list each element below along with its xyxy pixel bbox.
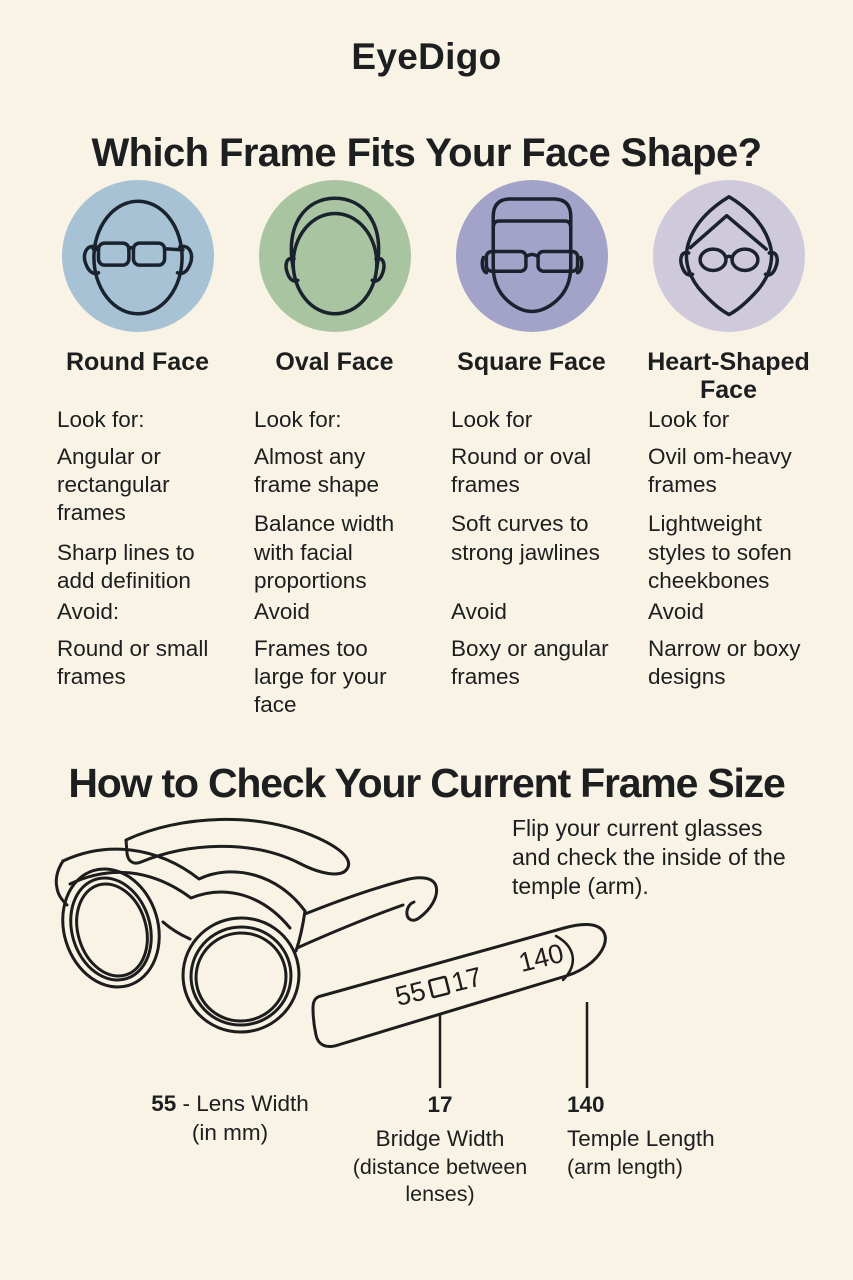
face-column-heart [624, 180, 821, 731]
look-for-item: Lightweight styles to sofen cheekbones [648, 511, 792, 593]
face-column-square [427, 180, 624, 731]
look-for-block [451, 406, 612, 598]
marking-lens-width: 55 [392, 975, 429, 1012]
marking-bridge-width: 17 [448, 961, 485, 998]
temple-length-label [567, 1091, 787, 1181]
look-for-block [57, 406, 218, 598]
look-for-item: Angular or rectangular frames [57, 444, 170, 526]
round-face-with-glasses-icon [62, 180, 214, 332]
face-circle-oval [259, 180, 411, 332]
lens-width-value: 55 [151, 1091, 177, 1116]
bridge-width-label [345, 1091, 535, 1209]
look-for-item: Soft curves to strong jawlines [451, 511, 600, 565]
avoid-item: Narrow or boxy designs [648, 636, 801, 690]
lens-width-name: - Lens Width [182, 1091, 309, 1116]
frame-size-section-title: How to Check Your Current Frame Size [68, 760, 785, 807]
avoid-item: Round or small frames [57, 636, 209, 690]
face-shape-columns [33, 180, 823, 731]
square-symbol [429, 977, 450, 998]
look-for-item: Balance width with facial proportions [254, 511, 395, 593]
avoid-label: Avoid [254, 599, 310, 624]
face-circle-heart [653, 180, 805, 332]
face-column-oval [230, 180, 427, 731]
face-shape-section-title: Which Frame Fits Your Face Shape? [91, 130, 762, 175]
avoid-block [648, 598, 809, 691]
look-for-block [254, 406, 415, 598]
avoid-label: Avoid [648, 599, 704, 624]
face-circle-square [456, 180, 608, 332]
face-column-round [33, 180, 230, 731]
face-name: Round Face [65, 348, 210, 376]
avoid-item: Frames too large for your face [254, 636, 387, 718]
face-name: Heart-Shaped Face [647, 348, 810, 404]
bridge-width-name: Bridge Width [375, 1125, 505, 1151]
avoid-item: Boxy or angular frames [451, 636, 609, 690]
lens-width-label [110, 1090, 350, 1148]
avoid-block [254, 598, 415, 720]
brand-logo: EyeDigo [351, 36, 502, 77]
bridge-width-value: 17 [427, 1092, 453, 1117]
look-for-block [648, 406, 809, 598]
face-circle-round [62, 180, 214, 332]
square-face-with-glasses-icon [456, 180, 608, 332]
look-for-item: Ovil om-heavy frames [648, 444, 792, 498]
temple-length-detail: (arm length) [567, 1154, 683, 1179]
look-for-item: Almost any frame shape [254, 444, 380, 498]
callout-lines [440, 1002, 587, 1088]
avoid-label: Avoid: [57, 599, 120, 624]
temple-length-value: 140 [567, 1092, 605, 1117]
glasses-illustration [49, 819, 437, 1041]
look-for-item: Sharp lines to add definition [57, 539, 195, 593]
face-name: Oval Face [275, 348, 394, 376]
look-for-label: Look for [451, 407, 533, 432]
marking-temple-length: 140 [515, 937, 567, 978]
lens-width-detail: (in mm) [191, 1119, 269, 1145]
heart-shaped-face-icon [653, 180, 805, 332]
bridge-width-detail: (distance between lenses) [352, 1154, 528, 1207]
flip-instruction-text: Flip your current glasses and check the inside of the temple (arm). [512, 815, 786, 900]
look-for-item: Round or oval frames [451, 444, 592, 498]
face-name: Square Face [457, 348, 606, 376]
look-for-label: Look for: [254, 407, 342, 432]
frame-size-section [0, 800, 853, 1280]
avoid-block [451, 598, 612, 691]
temple-length-name: Temple Length [567, 1125, 715, 1151]
oval-face-icon [259, 180, 411, 332]
look-for-label: Look for [648, 407, 730, 432]
look-for-label: Look for: [57, 407, 145, 432]
avoid-label: Avoid [451, 599, 507, 624]
avoid-block [57, 598, 218, 691]
